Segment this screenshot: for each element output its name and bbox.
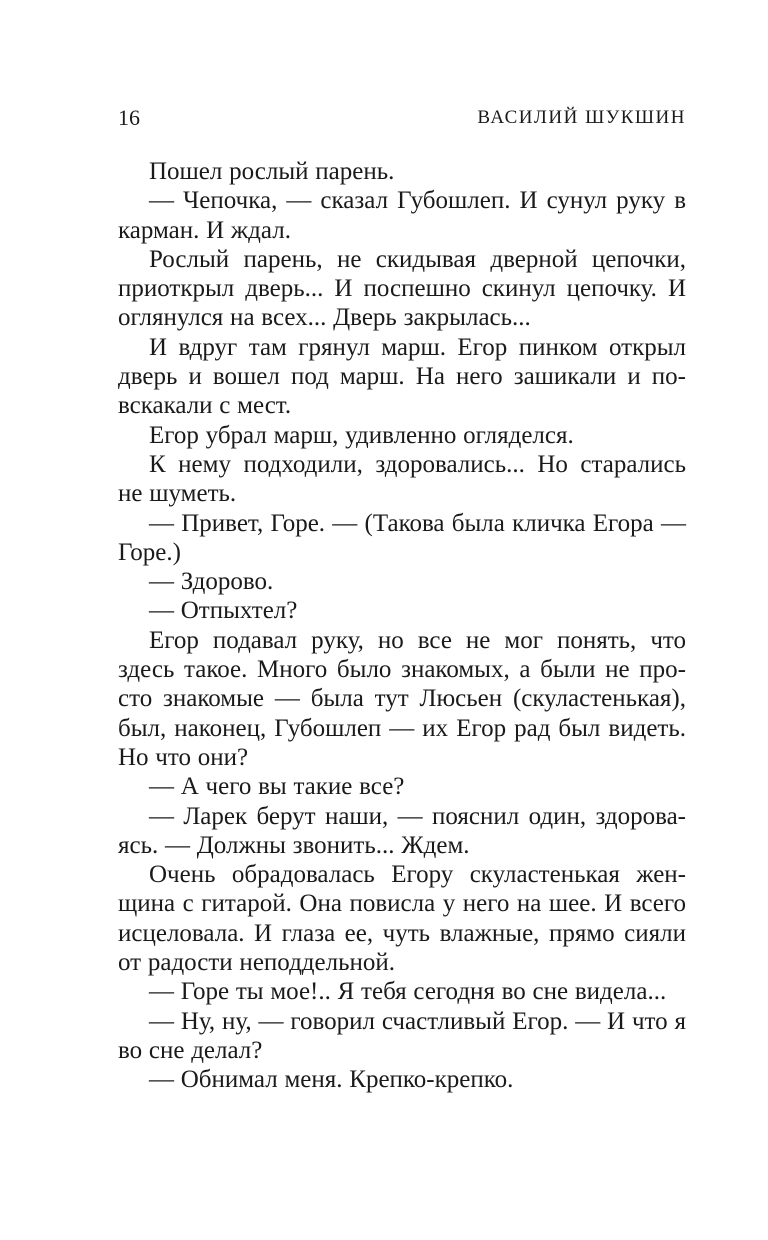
paragraph: — Чепочка, — сказал Губошлеп. И сунул руку в карман. И ждал.	[118, 187, 686, 244]
body-text	[118, 157, 686, 1095]
paragraph: Егор подавал руку, но все не мог понять, что здесь такое. Много было знакомых, а были не просто знакомые — была тут Люсьен (скуластенькая), был, наконец, Губошлеп — их Егор рад был видеть. Но что они?	[118, 626, 686, 771]
page-number: 16	[118, 105, 140, 130]
paragraph: — А чего вы такие все?	[149, 773, 405, 801]
paragraph: — Горе ты мое!.. Я тебя сегодня во сне видела...	[149, 978, 667, 1006]
paragraph: Пошел рослый парень.	[149, 158, 395, 185]
paragraph: К нему подходили, здоровались... Но старались не шуметь.	[118, 450, 686, 508]
paragraph: — Ну, ну, — говорил счастливый Егор. — И что я во сне делал?	[118, 1007, 686, 1064]
paragraph: — Обнимал меня. Крепко-крепко.	[149, 1066, 514, 1094]
paragraph: Рослый парень, не скидывая дверной цепочки, приоткрыл дверь... И поспешно скинул цепочку. И оглянулся на всех... Дверь закрылась...	[118, 245, 686, 332]
running-header	[118, 103, 686, 133]
paragraph: Егор убрал марш, удивленно огляделся.	[149, 421, 574, 449]
paragraph: — Здорово.	[149, 568, 274, 596]
paragraph: Очень обрадовалась Егору скуластенькая женщина с гитарой. Она повисла у него на шее. И всего исцеловала. И глаза ее, чуть влажные, прямо сияли от радости неподдельной.	[118, 861, 686, 977]
paragraph: — Привет, Горе. — (Такова была кличка Егора — Горе.)	[118, 509, 686, 566]
paragraph: И вдруг там грянул марш. Егор пинком открыл дверь и вошел под марш. На него зашикали и повскакали с мест.	[118, 333, 686, 420]
paragraph: — Ларек берут наши, — пояснил один, здороваясь. — Должны звонить... Ждем.	[118, 802, 686, 859]
author-name: ВАСИЛИЙ ШУКШИН	[477, 107, 686, 128]
paragraph: — Отпыхтел?	[149, 597, 298, 625]
